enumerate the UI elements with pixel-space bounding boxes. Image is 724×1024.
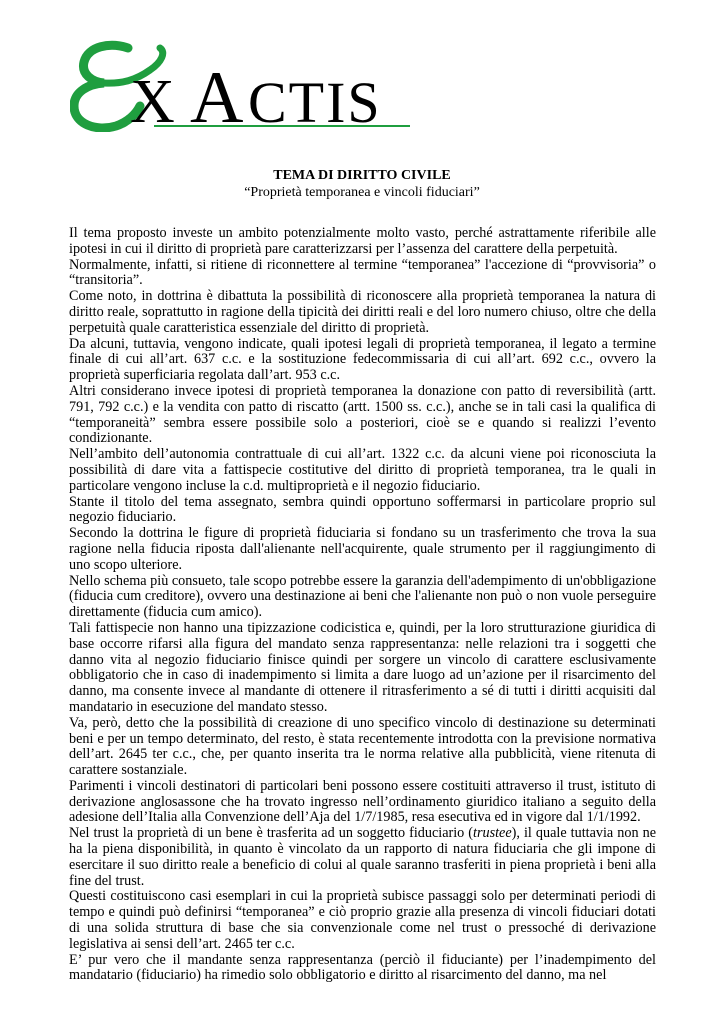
paragraph: Questi costituiscono casi esemplari in cui la proprietà subisce passaggi solo per determinati periodi di tempo e quindi può definirsi “temporanea” e ciò proprio grazie alla presenza di vincoli fiduciari dotati di una solida struttura di base che sia convenzionale come nel trust o pressoché di derivazione legislativa ai sensi dell’art. 2465 ter c.c. (69, 888, 656, 952)
paragraph: Secondo la dottrina le figure di proprietà fiduciaria si fondano su un trasferimento che trova la sua ragione nella fiducia riposta dall'alienante nell'acquirente, quale strumento per il raggiungimento di uno scopo ulteriore. (69, 525, 656, 573)
paragraph-text: Nel trust la proprietà di un bene è trasferita ad un soggetto fiduciario ( (69, 825, 474, 842)
paragraph: Nell’ambito dell’autonomia contrattuale di cui all’art. 1322 c.c. da alcuni viene poi riconosciuta la possibilità di dare vita a fattispecie costitutive del diritto di proprietà temporanea, tra le quali in particolare vengono incluse la c.d. multiproprietà e il negozio fiduciario. (69, 446, 656, 494)
paragraph: Come noto, in dottrina è dibattuta la possibilità di riconoscere alla proprietà temporanea la natura di diritto reale, soprattutto in ragione della tipicità dei diritti reali e del loro numero chiuso, oltre che della perpetuità quale caratteristica essenziale del diritto di proprietà. (69, 288, 656, 336)
paragraph: Stante il titolo del tema assegnato, sembra quindi opportuno soffermarsi in particolare proprio sul negozio fiduciario. (69, 493, 656, 526)
trustee-term: trustee (473, 825, 512, 842)
logo-graphic (70, 40, 415, 132)
paragraph: Parimenti i vincoli destinatori di particolari beni possono essere costituiti attraverso il trust, istituto di derivazione anglosassone che ha trovato ingresso nell’ordinamento giuridico italiano a seguito della adesione dell’Italia alla Convenzione dell’Aja del 1/7/1985, resa esecutiva ed in vigore dal 1/1/1992. (69, 777, 656, 826)
paragraph: Nello schema più consueto, tale scopo potrebbe essere la garanzia dell'adempimento di un'obbligazione (fiducia cum creditore), ovvero una destinazione ai beni che l'alienante non può o non vuole perseguire direttamente (fiducia cum amico). (69, 572, 656, 621)
heading (0, 167, 724, 201)
paragraph: Tali fattispecie non hanno una tipizzazione codicistica e, quindi, per la loro strutturazione giuridica di base occorre rifarsi alla figura del mandato senza rappresentanza: nelle relazioni tra i soggetti che danno vita al negozio fiduciario finisce quindi per sorgere un vincolo di carattere esclusivamente obbligatorio che in caso di inadempimento si limita a dare luogo ad un’azione per il risarcimento del danno, ma consente invece al mandante di ottenere il ritrasferimento a sé di tutti i diritti acquisiti dal mandatario in esecuzione del mandato stesso. (69, 619, 656, 715)
paragraph-text: ), il quale tuttavia non ne ha la piena disponibilità, in quanto è vincolato da un rapporto di natura fiduciaria che gli impone di esercitare il suo diritto reale a beneficio di colui al quale saranno trasferiti in piena proprietà i beni alla fine del trust. (69, 825, 656, 889)
paragraph (69, 826, 656, 889)
document-title: TEMA DI DIRITTO CIVILE (273, 168, 451, 183)
document-body (69, 226, 656, 984)
logo-actis: A (190, 57, 245, 132)
document-subtitle: “Proprietà temporanea e vincoli fiduciari” (244, 185, 480, 200)
paragraph: E’ pur vero che il mandante senza rappresentanza (perciò il fiduciante) per l’inadempimento del mandatario (fiduciario) ha rimedio solo obbligatorio e diritto al risarcimento del danno, ma nel (69, 951, 656, 984)
paragraph: Normalmente, infatti, si ritiene di riconnettere al termine “temporanea” l'accezione di “provvisoria” o “transitoria”. (69, 256, 656, 289)
paragraph: Va, però, detto che la possibilità di creazione di uno specifico vincolo di destinazione su determinati beni e per un tempo determinato, del resto, è stata recentemente introdotta con la previsione normativa dell’art. 2645 ter c.c., che, per quanto inserita tra le norma relative alla pubblicità, viene ritenuta di carattere sostanziale. (69, 714, 656, 779)
logo-ctis: CTIS (248, 70, 382, 132)
paragraph: Da alcuni, tuttavia, vengono indicate, quali ipotesi legali di proprietà temporanea, il legato a termine finale di cui all’art. 637 c.c. e la sostituzione fedecommissaria di cui all’art. 692 c.c., ovvero la proprietà superficiaria regolata dall’art. 953 c.c. (69, 335, 656, 384)
logo-x: X (130, 68, 175, 132)
paragraph: Altri considerano invece ipotesi di proprietà temporanea la donazione con patto di reversibilità (artt. 791, 792 c.c.) e la vendita con patto di riscatto (artt. 1500 ss. c.c.), anche se in tali casi la qualifica di “temporaneità” sembra essere possibile solo a posteriori, cioè se e quando si realizzi l’evento condizionante. (69, 382, 656, 447)
paragraph: Il tema proposto investe un ambito potenzialmente molto vasto, perché astrattamente riferibile alle ipotesi in cui il diritto di proprietà pare caratterizzarsi per l’assenza del carattere della perpetuità. (69, 225, 656, 257)
ex-actis-logo (70, 40, 415, 132)
